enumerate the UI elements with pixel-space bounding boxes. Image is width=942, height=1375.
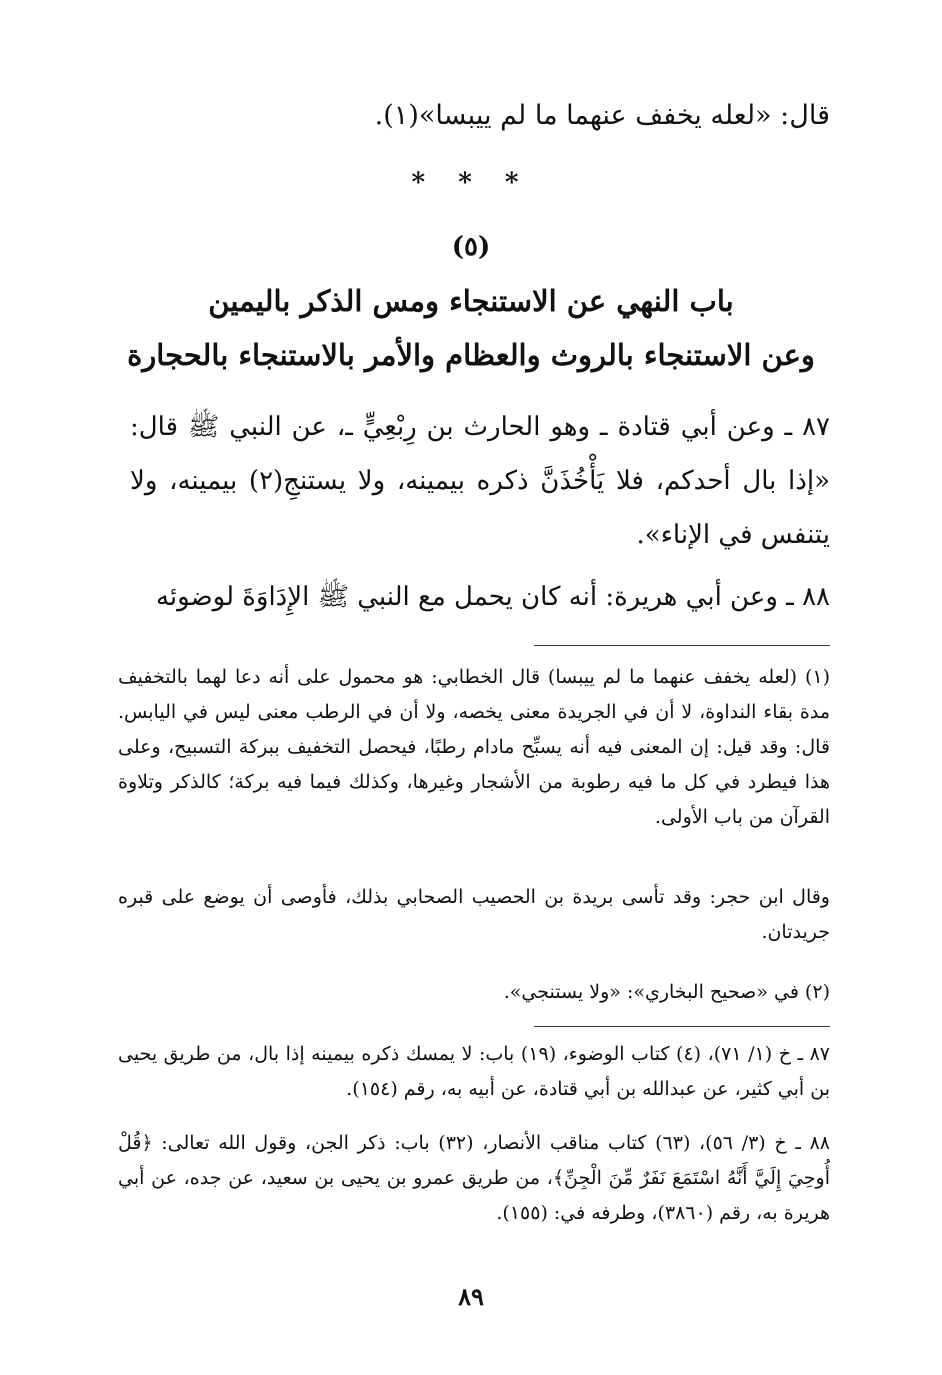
chapter-title-line-1: باب النهي عن الاستنجاء ومس الذكر باليمين bbox=[208, 284, 734, 318]
footnote-1-continued: وقال ابن حجر: وقد تأسى بريدة بن الحصيب الصحابي بذلك، فأوصى أن يوضع على قبره جريدتان. bbox=[118, 886, 830, 943]
previous-hadith-ending: قال: «لعله يخفف عنهما ما لم ييبسا»(١). bbox=[374, 100, 830, 131]
chapter-number: (٥) bbox=[451, 232, 491, 262]
source-88: ٨٨ ـ خ (٣/ ٥٦)، (٦٣) كتاب مناقب الأنصار، (٣٢) باب: ذكر الجن، وقول الله تعالى: ﴿قُلْ أُوحِيَ إِلَيَّ أَنَّهُ اسْتَمَعَ نَفَرٌ مِّنَ الْجِنِّ﴾، من طريق عمرو بن يحيى بن سعيد، عن جده، عن أبي هريرة به، رقم (٣٨٦٠)، وطرفه في: (١٥٥). bbox=[118, 1132, 830, 1224]
footnote-divider bbox=[534, 645, 830, 646]
chapter-title-line-2: وعن الاستنجاء بالروث والعظام والأمر بالاستنجاء بالحجارة bbox=[127, 338, 815, 372]
hadith-87: ٨٧ ـ وعن أبي قتادة ـ وهو الحارث بن رِبْعِيٍّ ـ، عن النبي ﷺ قال: «إذا بال أحدكم، فلا يَأْخُذَنَّ ذكره بيمينه، ولا يستنجِ(٢) بيمينه، ولا يتنفس في الإناء». bbox=[130, 412, 830, 550]
source-87: ٨٧ ـ خ (١/ ٧١)، (٤) كتاب الوضوء، (١٩) باب: لا يمسك ذكره بيمينه إذا بال، من طريق يحيى بن أبي كثير، عن عبدالله بن أبي قتادة، عن أبيه به، رقم (١٥٤). bbox=[118, 1043, 830, 1100]
hadith-88: ٨٨ ـ وعن أبي هريرة: أنه كان يحمل مع النبي ﷺ الإِدَاوَةَ لوضوئه bbox=[155, 582, 830, 612]
footnote-2: (٢) في «صحيح البخاري»: «ولا يستنجي». bbox=[503, 981, 830, 1003]
sources-divider bbox=[534, 1026, 830, 1027]
section-separator: * * * bbox=[411, 168, 531, 198]
footnote-1: (١) (لعله يخفف عنهما ما لم ييبسا) قال الخطابي: هو محمول على أنه دعا لهما بالتخفيف مدة بقاء النداوة، لا أن في الجريدة معنى يخصه، ولا أن في الرطب معنى ليس في اليابس. قال: وقد قيل: إن المعنى فيه أنه يسبِّح مادام رطبًا، فيحصل التخفيف ببركة التسبيح، وعلى هذا فيطرد في كل ما فيه رطوبة من الأشجار وغيرها، وكذلك فيما فيه بركة؛ كالذكر وتلاوة القرآن من باب الأولى. bbox=[118, 666, 830, 828]
page-number: ٨٩ bbox=[458, 1282, 484, 1311]
